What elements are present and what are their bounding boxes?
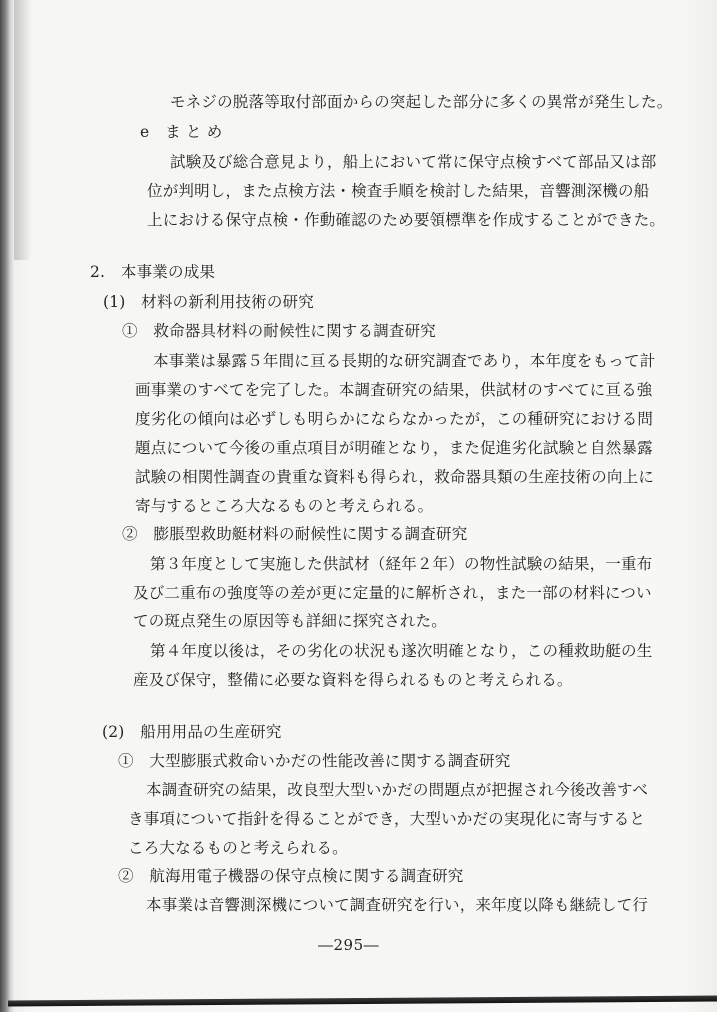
text-line-24: き事項について指針を得ることができ，大型いかだの実現化に寄与すると: [128, 810, 646, 828]
text-line-25: ころ大なるものと考えられる。: [128, 839, 348, 857]
bottom-edge-shadow: [8, 996, 717, 1007]
text-line-1: モネジの脱落等取付部面からの突起した部分に多くの異常が発生した。: [170, 93, 673, 111]
text-line-19: 第４年度以後は，その劣化の状況も遂次明確となり，この種救助艇の生: [150, 642, 653, 660]
heading-marine-supplies: (2) 船用用品の生産研究: [102, 723, 282, 741]
text-line-14: 寄与するところ大なるものと考えられる。: [135, 497, 434, 515]
page-number: ―295―: [318, 936, 380, 954]
binding-edge-shadow: [0, 0, 14, 1012]
heading-large-liferaft: ① 大型膨脹式救命いかだの性能改善に関する調査研究: [118, 752, 511, 770]
heading-project-results: 2. 本事業の成果: [90, 263, 216, 281]
text-line-27: 本事業は音響測深機について調査研究を行い，来年度以降も継続して行: [146, 896, 649, 914]
text-line-5: 上における保守点検・作動確認のため要領標準を作成することができた。: [147, 211, 666, 229]
text-line-20: 産及び保守，整備に必要な資料を得られるものと考えられる。: [133, 671, 573, 689]
text-line-23: 本調査研究の結果，改良型大型いかだの問題点が把握され今後改善すべ: [146, 781, 649, 799]
text-line-17: 及び二重布の強度等の差が更に定量的に解析され，また一部の材料につい: [133, 584, 652, 602]
heading-navigation-electronics: ② 航海用電子機器の保守点検に関する調査研究: [118, 867, 464, 885]
text-line-12: 題点について今後の重点項目が明確となり，また促進劣化試験と自然暴露: [135, 439, 653, 457]
text-line-10: 画事業のすべてを完了した。本調査研究の結果，供試材のすべてに亘る強: [135, 381, 653, 399]
text-line-3: 試験及び総合意見より，船上において常に保守点検すべて部品又は部: [170, 153, 657, 171]
heading-lifesaving-material: ① 救命器具材料の耐候性に関する調査研究: [122, 322, 437, 340]
text-line-13: 試験の相関性調査の貴重な資料も得られ，救命器具類の生産技術の向上に: [135, 468, 655, 486]
text-line-11: 度劣化の傾向は必ずしも明らかにならなかったが，この種研究における問: [135, 410, 654, 428]
section-heading-summary: e ま と め: [140, 123, 223, 141]
text-line-9: 本事業は暴露５年間に亘る長期的な研究調査であり，本年度をもって計: [153, 352, 656, 370]
text-line-16: 第３年度として実施した供試材（経年２年）の物性試験の結果，一重布: [150, 555, 653, 573]
text-line-18: ての斑点発生の原因等も詳細に探究された。: [133, 612, 448, 630]
heading-new-material-tech: (1) 材料の新利用技術の研究: [103, 293, 314, 311]
binding-shadow: [14, 0, 32, 260]
heading-inflatable-lifeboat: ② 膨脹型救助艇材料の耐候性に関する調査研究: [122, 525, 468, 543]
text-line-4: 位が判明し，また点検方法・検査手順を検討した結果，音響測深機の船: [147, 182, 650, 200]
